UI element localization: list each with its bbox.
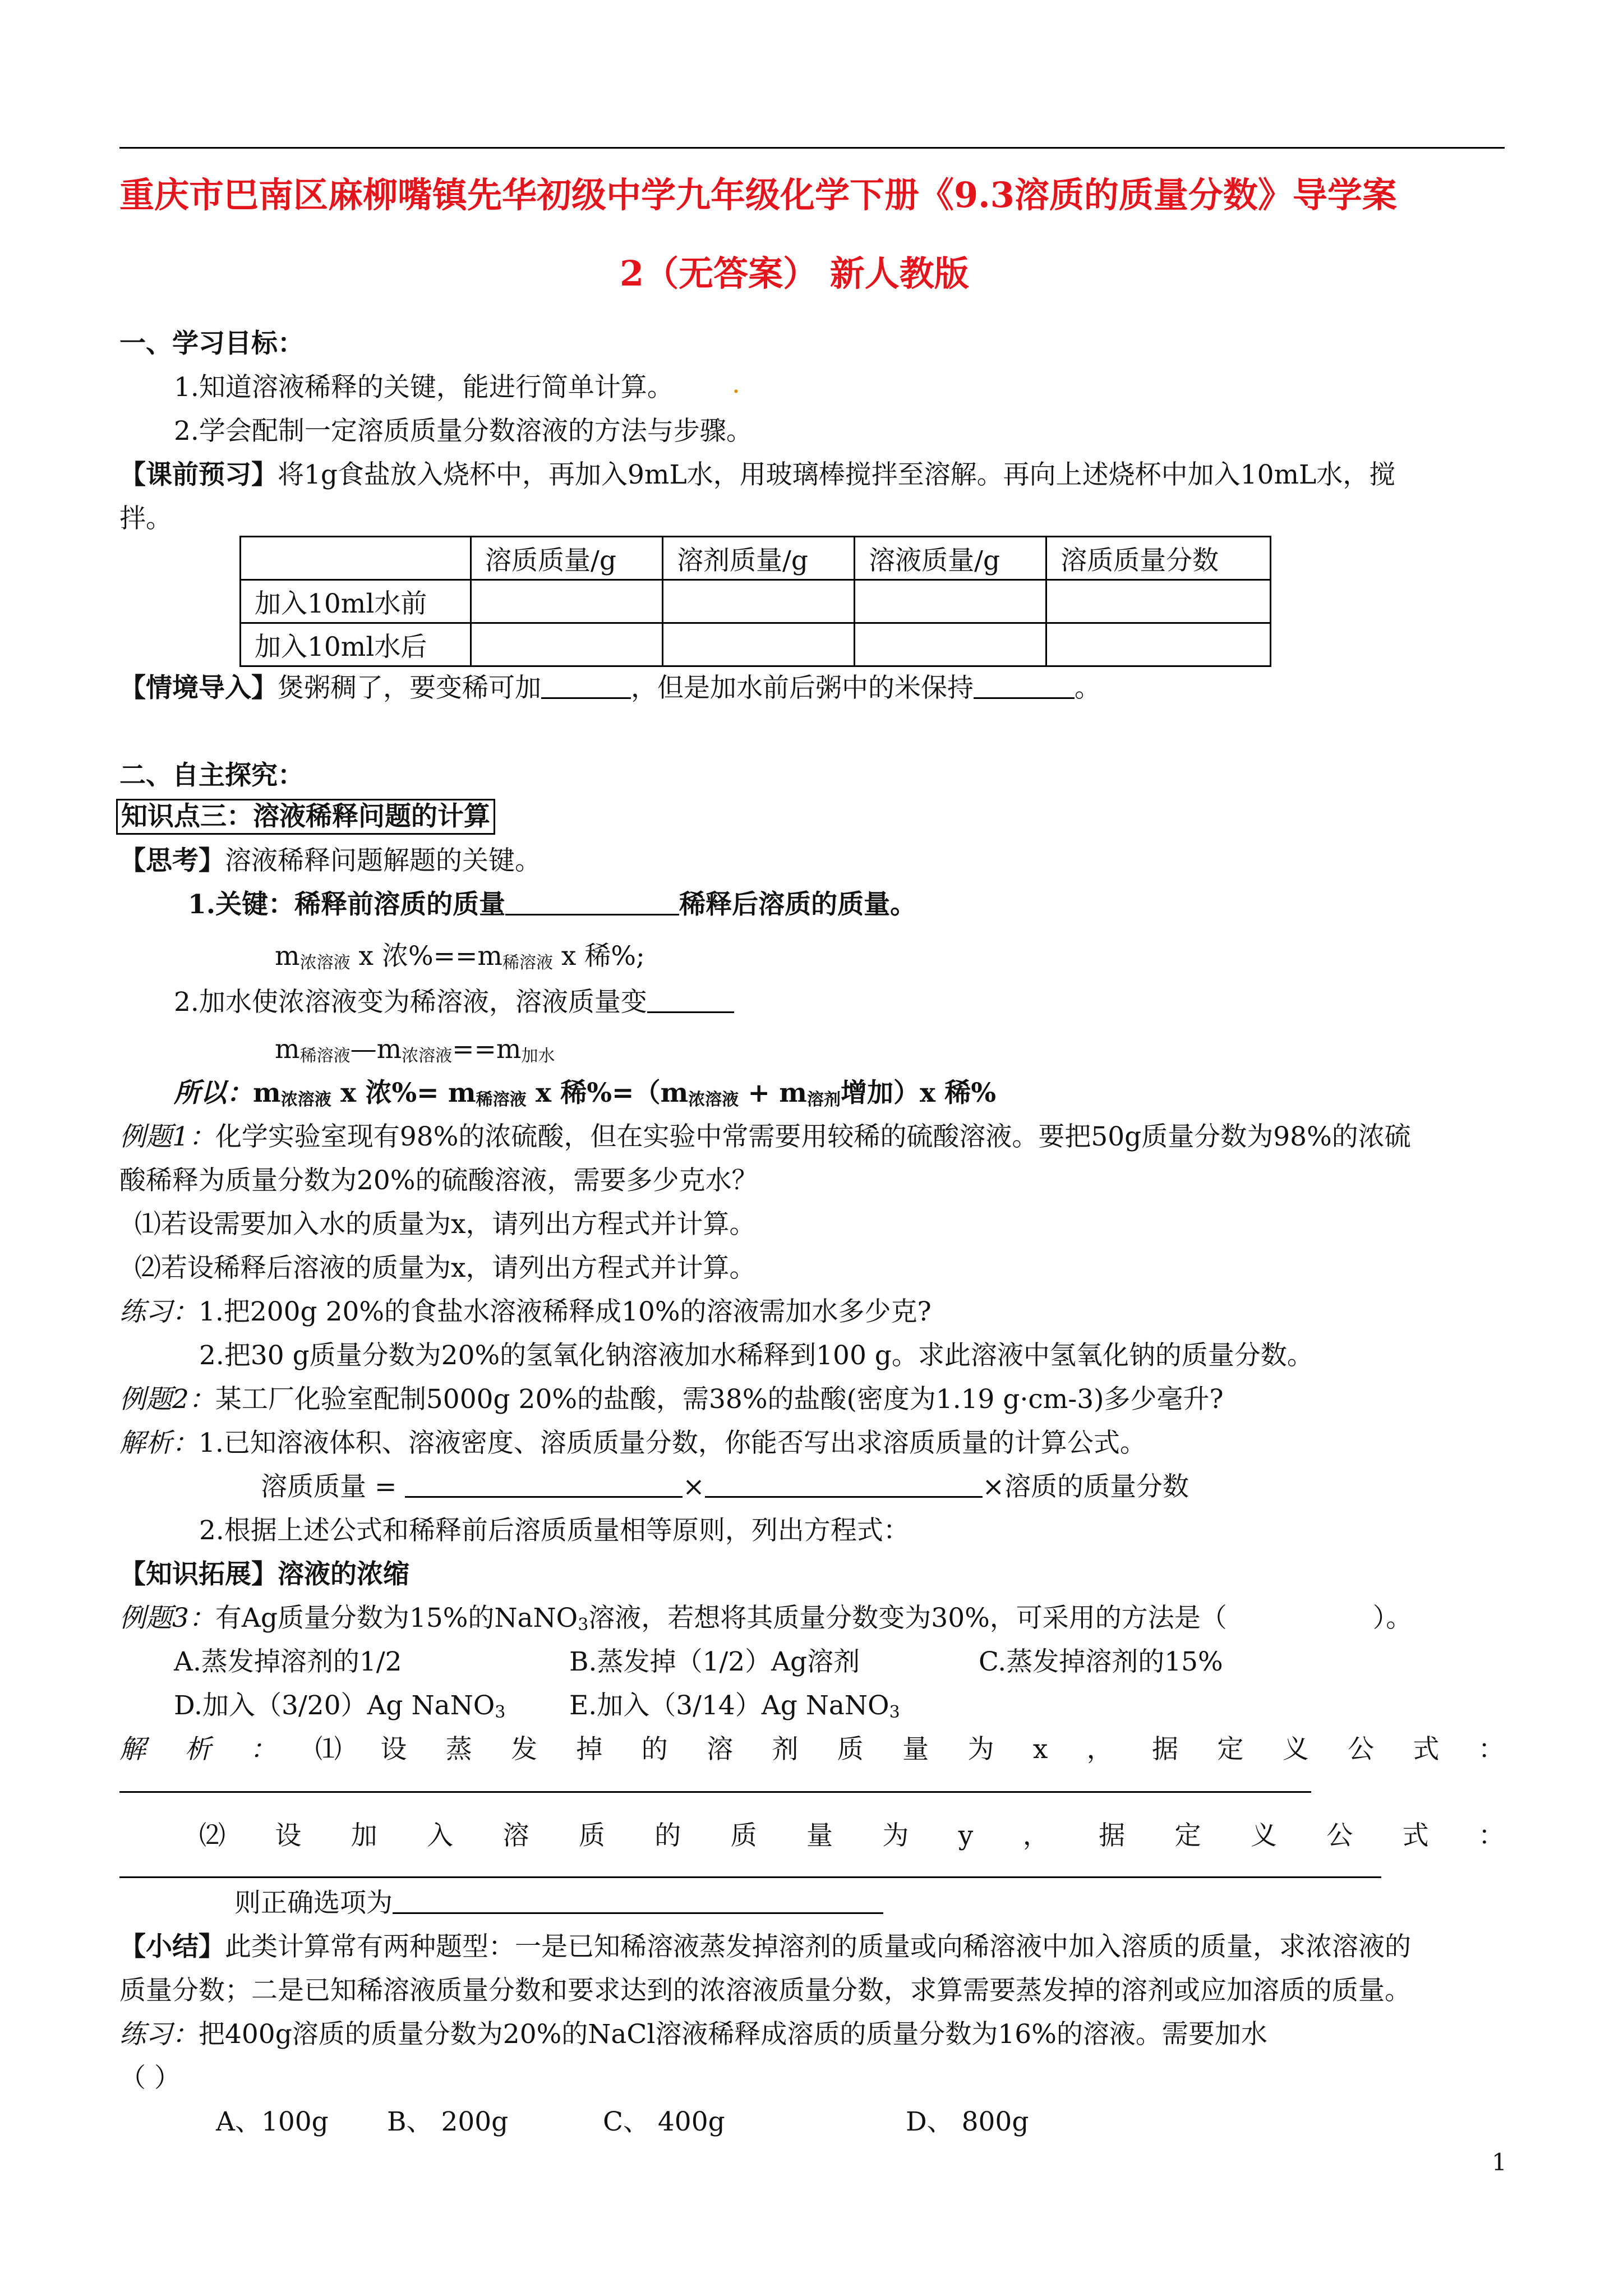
formula-subscript: 浓溶液 (280, 1090, 331, 1110)
table-cell: 加入10ml水前 (241, 580, 471, 623)
formula-text: × (683, 1471, 705, 1502)
formula-subscript: 3 (578, 1615, 589, 1635)
key-2-text: 2.加水使浓溶液变为稀溶液，溶液质量变 (174, 987, 647, 1018)
extension-label: 【知识拓展】 (119, 1559, 278, 1590)
example-2-label: 例题2： (119, 1384, 215, 1415)
analysis-char: x (1032, 1734, 1048, 1765)
analysis-char: 剂 (772, 1734, 799, 1765)
correct-option-blank[interactable] (393, 1889, 883, 1914)
example-1-text: 化学实验室现有98%的浓硫酸，但在实验中常需要用较稀的硫酸溶液。要把50g质量分数为98%的浓硫 (215, 1121, 1411, 1152)
analysis-char: 溶 (502, 1820, 529, 1851)
option-d (174, 1689, 505, 1729)
analysis-char: 发 (511, 1734, 538, 1765)
analysis-char: 设 (380, 1734, 407, 1765)
extension-title: 溶液的浓缩 (278, 1559, 409, 1590)
formula-text: + m (748, 1078, 808, 1108)
analysis-char: 的 (654, 1820, 681, 1851)
table-row (241, 623, 1271, 666)
preview-label: 【课前预习】 (119, 459, 278, 490)
analysis-char: 掉 (576, 1734, 603, 1765)
document-title-line1: 重庆市巴南区麻柳嘴镇先华初级中学九年级化学下册《9.3溶质的质量分数》导学案 (119, 174, 1397, 215)
option-a: A.蒸发掉溶剂的1/2 (174, 1646, 402, 1677)
table-cell: 加入10ml水后 (241, 623, 471, 666)
formula-subscript: 浓溶液 (402, 1046, 453, 1066)
table-cell (663, 580, 855, 623)
example-2 (119, 1383, 1224, 1416)
table-cell (471, 623, 663, 666)
analysis-char: 加 (351, 1820, 377, 1851)
preview-paragraph (119, 458, 1395, 492)
answer-line-2[interactable] (119, 1876, 1381, 1878)
analysis-char: 蒸 (445, 1734, 472, 1765)
table-cell (855, 623, 1046, 666)
correct-option-label: 则正确选项为 (234, 1888, 393, 1918)
analysis-char: 为 (882, 1820, 909, 1851)
scene-text-b: ，但是加水前后粥中的米保持 (631, 673, 974, 703)
analysis-1 (119, 1427, 1146, 1460)
analysis-char: 解 (119, 1734, 146, 1765)
table-header-row (241, 537, 1271, 580)
analysis-char: 质 (578, 1820, 605, 1851)
practice-item-1: 1.把200g 20%的食盐水溶液稀释成10%的溶液需加水多少克? (199, 1296, 932, 1327)
scene-blank-2[interactable] (974, 674, 1075, 699)
example-3-text: 有Ag质量分数为15%的NaNO (215, 1603, 578, 1634)
scene-label: 【情境导入】 (119, 673, 278, 703)
think-paragraph (119, 844, 541, 878)
analysis-char: 公 (1348, 1734, 1375, 1765)
example-3-analysis-1 (119, 1733, 1505, 1766)
formula-blank-2[interactable] (705, 1473, 983, 1498)
practice-2-paren: （ ） (119, 2063, 181, 2093)
so-label: 所以： (174, 1078, 253, 1108)
example-1-q1: ⑴若设需要加入水的质量为x，请列出方程式并计算。 (135, 1209, 756, 1240)
option-e (569, 1689, 900, 1729)
formula-text: m (275, 941, 300, 972)
goal-dot: . (732, 369, 740, 399)
key-1-text-b: 稀释后溶质的质量。 (679, 889, 917, 920)
analysis-label: 解析： (119, 1428, 199, 1458)
mass-formula (261, 1470, 1189, 1504)
analysis-char: 为 (967, 1734, 994, 1765)
option-d-text: D.加入（3/20）Ag NaNO (174, 1690, 495, 1721)
formula-text: ×溶质的质量分数 (982, 1471, 1189, 1502)
table-header-cell: 溶液质量/g (855, 537, 1046, 580)
preview-text: 将1g食盐放入烧杯中，再加入9mL水，用玻璃棒搅拌至溶解。再向上述烧杯中加入10mL水，搅 (278, 459, 1396, 490)
practice-2-option-c: C、 400g (603, 2106, 725, 2137)
formula-text: m (253, 1078, 281, 1108)
correct-option (234, 1887, 883, 1920)
example-3-analysis-2 (199, 1819, 1505, 1853)
summary-label: 【小结】 (119, 1931, 225, 1962)
key-2-blank[interactable] (647, 988, 734, 1013)
option-e-text: E.加入（3/14）Ag NaNO (569, 1690, 889, 1721)
table-header-cell: 溶剂质量/g (663, 537, 855, 580)
analysis-char: 定 (1217, 1734, 1244, 1765)
scene-text-c: 。 (1075, 673, 1101, 703)
analysis-char: 量 (902, 1734, 929, 1765)
analysis-char: 义 (1250, 1820, 1277, 1851)
formula-subscript: 稀溶液 (299, 1046, 351, 1066)
example-3-text: 溶液，若想将其质量分数变为30%，可采用的方法是（ (588, 1603, 1227, 1634)
formula-text: 增加）x 稀% (841, 1078, 997, 1108)
practice-2-option-d: D、 800g (906, 2106, 1029, 2137)
example-3-label: 例题3： (119, 1603, 215, 1634)
practice-2-option-b: B、 200g (387, 2106, 509, 2137)
analysis-char: 的 (641, 1734, 668, 1765)
scene-paragraph (119, 671, 1101, 705)
key-2 (174, 986, 734, 1019)
example-2-text: 某工厂化验室配制5000g 20%的盐酸，需38%的盐酸(密度为1.19 g·cm-3)多少毫升? (215, 1384, 1224, 1415)
so-formula (174, 1076, 996, 1117)
example-1-text-cont: 酸稀释为质量分数为20%的硫酸溶液，需要多少克水？ (119, 1165, 758, 1196)
option-b: B.蒸发掉（1/2）Ag溶剂 (569, 1646, 860, 1677)
example-3-text: ）。 (1372, 1603, 1413, 1634)
formula-subscript: 3 (495, 1703, 506, 1722)
formula-blank-1[interactable] (405, 1473, 683, 1498)
practice-item-2: 2.把30 g质量分数为20%的氢氧化钠溶液加水稀释到100 g。求此溶液中氢氧化钠的质量分数。 (199, 1340, 1313, 1371)
formula-subscript: 稀溶液 (476, 1090, 527, 1110)
goal-1: 1.知道溶液稀释的关键，能进行简单计算。 (174, 372, 674, 403)
analysis-char: ： (250, 1734, 276, 1765)
analysis-char: 式 (1413, 1734, 1440, 1765)
practice-1 (119, 1295, 932, 1329)
practice-2 (119, 2018, 1267, 2051)
practice-2-text: 把400g溶质的质量分数为20%的NaCl溶液稀释成溶质的质量分数为16%的溶液。需要加水 (199, 2019, 1267, 2050)
formula-text: x 浓%= m (340, 1078, 476, 1108)
formula-text: 溶质质量 = (261, 1471, 397, 1502)
formula-text: x 稀%; (552, 941, 645, 972)
option-c: C.蒸发掉溶剂的15% (979, 1646, 1223, 1677)
formula-text: x 稀%=（m (536, 1078, 689, 1108)
formula-1 (275, 940, 645, 980)
table-header-cell: 溶质质量分数 (1046, 537, 1271, 580)
formula-text: —m (350, 1034, 402, 1065)
analysis-char: 溶 (707, 1734, 734, 1765)
analysis-char: 质 (837, 1734, 864, 1765)
summary-text: 此类计算常有两种题型：一是已知稀溶液蒸发掉溶剂的质量或向稀溶液中加入溶质的质量，求浓溶液的 (225, 1931, 1411, 1962)
analysis-char: ， (1086, 1734, 1113, 1765)
document-title-line2: 2（无答案） 新人教版 (620, 253, 969, 294)
example-1 (119, 1120, 1411, 1154)
preview-text-cont: 拌。 (119, 503, 172, 534)
analysis-char: 据 (1099, 1820, 1126, 1851)
analysis-char: y (958, 1820, 974, 1851)
formula-text: ==m (452, 1034, 522, 1065)
section-heading-explore: 二、自主探究： (119, 760, 304, 791)
table-row (241, 580, 1271, 623)
formula-text: m (275, 1034, 300, 1065)
table-cell (663, 623, 855, 666)
analysis-char: 据 (1152, 1734, 1179, 1765)
analysis-text: 1.已知溶液体积、溶液密度、溶质质量分数，你能否写出求溶质质量的计算公式。 (199, 1428, 1146, 1458)
header-rule (119, 147, 1505, 149)
key-1-blank[interactable] (505, 890, 679, 915)
formula-subscript: 溶剂 (807, 1090, 841, 1110)
scene-blank-1[interactable] (541, 674, 631, 699)
analysis-2: 2.根据上述公式和稀释前后溶质质量相等原则，列出方程式： (199, 1515, 910, 1546)
table-header-cell: 溶质质量/g (471, 537, 663, 580)
answer-line-1[interactable] (119, 1791, 1311, 1793)
formula-subscript: 浓溶液 (688, 1090, 739, 1110)
analysis-char: 式 (1402, 1820, 1429, 1851)
analysis-char: 设 (275, 1820, 302, 1851)
analysis-char: ， (1022, 1820, 1049, 1851)
knowledge-point-3: 知识点三：溶液稀释问题的计算 (116, 799, 495, 835)
formula-subscript: 加水 (521, 1046, 555, 1066)
think-text: 溶液稀释问题解题的关键。 (225, 845, 541, 876)
formula-subscript: 稀溶液 (502, 953, 553, 973)
formula-subscript: 浓溶液 (299, 953, 351, 973)
analysis-char: 质 (730, 1820, 757, 1851)
table-cell (1046, 623, 1271, 666)
analysis-char: ⑴ (315, 1734, 342, 1765)
analysis-char: 义 (1282, 1734, 1309, 1765)
practice-label: 练习： (119, 1296, 199, 1327)
key-1-text-a: 1.关键：稀释前溶质的质量 (188, 889, 506, 920)
example-1-q2: ⑵若设稀释后溶液的质量为x，请列出方程式并计算。 (135, 1253, 756, 1283)
analysis-char: ： (1478, 1734, 1505, 1765)
page-number: 1 (1492, 2148, 1507, 2176)
analysis-char: 量 (806, 1820, 833, 1851)
table-cell (1046, 580, 1271, 623)
analysis-char: ： (1478, 1820, 1505, 1851)
section-heading-goals: 一、学习目标： (119, 328, 304, 359)
practice-label: 练习： (119, 2019, 199, 2050)
practice-2-option-a: A、100g (216, 2106, 329, 2137)
scene-text-a: 煲粥稠了，要变稀可加 (278, 673, 541, 703)
summary-text-cont: 质量分数；二是已知稀溶液质量分数和要求达到的浓溶液质量分数，求算需要蒸发掉的溶剂或应加溶质的质量。 (119, 1975, 1411, 2006)
key-1 (188, 888, 916, 922)
formula-subscript: 3 (889, 1703, 900, 1722)
example-1-label: 例题1： (119, 1121, 215, 1152)
analysis-char: 入 (427, 1820, 454, 1851)
analysis-char: 析 (185, 1734, 211, 1765)
solution-table (239, 536, 1271, 667)
summary (119, 1930, 1411, 1964)
analysis-char: 公 (1326, 1820, 1353, 1851)
analysis-char: ⑵ (199, 1820, 225, 1851)
table-cell (471, 580, 663, 623)
analysis-char: 定 (1174, 1820, 1201, 1851)
example-3 (119, 1602, 1412, 1642)
table-cell (855, 580, 1046, 623)
knowledge-extension (119, 1558, 409, 1591)
table-header-cell (241, 537, 471, 580)
formula-2 (275, 1033, 555, 1073)
think-label: 【思考】 (119, 845, 225, 876)
goal-2: 2.学会配制一定溶质质量分数溶液的方法与步骤。 (174, 416, 753, 447)
formula-text: x 浓%==m (350, 941, 502, 972)
